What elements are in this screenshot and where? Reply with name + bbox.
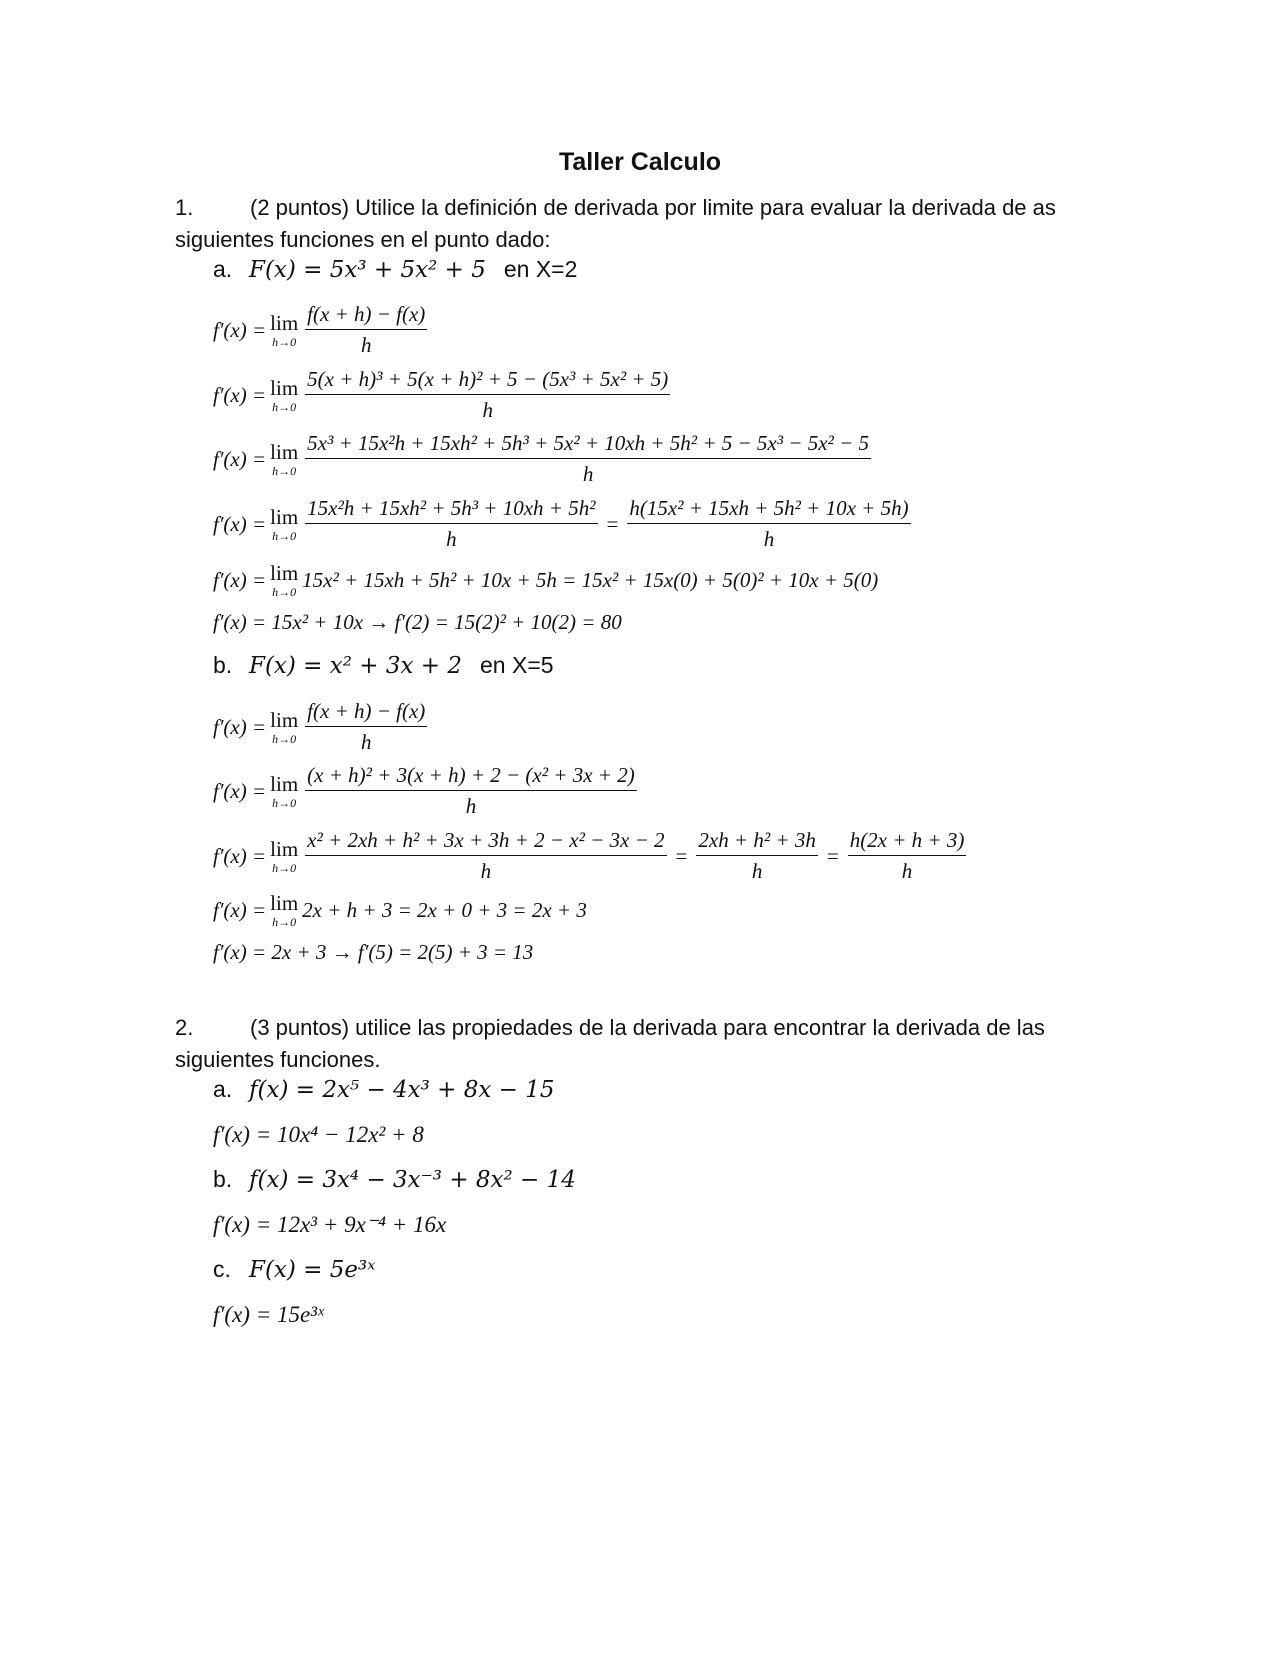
fraction: $\frac{f(x + h) - f(x)}{h}$ — [307, 699, 426, 755]
q1-item-a-label: a. — [213, 256, 233, 282]
derivative-lhs: f′(x) = — [213, 843, 267, 868]
equals-sign: = — [606, 511, 619, 536]
q1a-step-3 — [213, 432, 874, 486]
question-1 — [175, 192, 1115, 256]
q1-item-b-label: b. — [213, 652, 233, 678]
fraction: $\frac{f(x + h) - f(x)}{h}$ — [307, 302, 426, 358]
question-2 — [175, 1012, 1115, 1076]
q2-item-b-answer: f′(x) = 12x³ + 9x⁻⁴ + 16x — [213, 1212, 447, 1237]
question-2-text: (3 puntos) utilice las propiedades de la derivada para encontrar la derivada de las siguientes funciones. — [175, 1015, 1045, 1072]
limit-operator: lim h→0 — [270, 561, 299, 599]
q2-item-c-label: c. — [213, 1256, 231, 1282]
q2-item-a — [213, 1076, 555, 1103]
equals-sign: = — [826, 843, 839, 868]
derivative-lhs: f′(x) = — [213, 317, 267, 342]
limit-operator: lim h→0 — [270, 504, 299, 543]
expression: 2x + h + 3 = 2x + 0 + 3 = 2x + 3 — [302, 898, 587, 922]
q2-item-c — [213, 1256, 375, 1283]
q2-item-b-function: f(x) = 3x⁴ − 3x⁻³ + 8x² − 14 — [249, 1167, 576, 1193]
fraction: $\frac{\text{5(x + h)³ + 5(x + h)² + 5 − (5x³ + 5x² + 5)}}{h}$ — [307, 367, 669, 423]
expression: 15x² + 15xh + 5h² + 10x + 5h = 15x² + 15x(0) + 5(0)² + 10x + 5(0) — [302, 568, 879, 592]
q2-item-c-answer: f′(x) = 15e³ˣ — [213, 1302, 324, 1327]
fraction: $\frac{\text{2xh + h² + 3h}}{h}$ — [698, 828, 816, 884]
limit-operator: lim h→0 — [270, 891, 299, 929]
question-2-number: 2. — [175, 1015, 194, 1040]
q1-item-b-function: F(x) = x² + 3x + 2 — [249, 653, 462, 679]
expression: f′(x) = 2x + 3 → f′(5) = 2(5) + 3 = 13 — [213, 940, 534, 964]
q1a-step-6 — [213, 610, 622, 635]
q2-item-b — [213, 1166, 576, 1193]
q1-item-a-point: en X=2 — [503, 256, 578, 282]
q1-item-a — [213, 256, 577, 283]
expression: f′(x) = 15x² + 10x → f′(2) = 15(2)² + 10(2) = 80 — [213, 610, 622, 634]
q1b-step-3 — [213, 829, 969, 883]
limit-operator: lim h→0 — [270, 836, 299, 875]
limit-operator: lim h→0 — [270, 310, 299, 349]
limit-operator: lim h→0 — [270, 375, 299, 414]
q1b-step-1 — [213, 700, 430, 754]
q1a-step-1 — [213, 303, 430, 357]
q1a-step-2 — [213, 368, 673, 422]
q2-item-a-label: a. — [213, 1076, 233, 1102]
q1b-step-4 — [213, 893, 587, 928]
q2-item-c-function: F(x) = 5e³ˣ — [249, 1257, 376, 1283]
derivative-lhs: f′(x) = — [213, 446, 267, 471]
derivative-lhs: f′(x) = — [213, 382, 267, 407]
q1b-step-2 — [213, 764, 640, 818]
question-1-number: 1. — [175, 195, 194, 220]
derivative-lhs: f′(x) = — [213, 898, 267, 922]
q2-item-a-answer: f′(x) = 10x⁴ − 12x² + 8 — [213, 1122, 424, 1147]
derivative-lhs: f′(x) = — [213, 568, 267, 592]
question-1-text: (2 puntos) Utilice la definición de derivada por limite para evaluar la derivada de as siguientes funciones en el punto dado: — [175, 195, 1056, 252]
q1a-step-5 — [213, 563, 878, 598]
derivative-lhs: f′(x) = — [213, 511, 267, 536]
q2-item-b-label: b. — [213, 1166, 233, 1192]
fraction: $\frac{\text{h(15x² + 15xh + 5h² + 10x + 5h)}}{h}$ — [629, 496, 909, 552]
equals-sign: = — [675, 843, 688, 868]
derivative-lhs: f′(x) = — [213, 778, 267, 803]
derivative-lhs: f′(x) = — [213, 714, 267, 739]
page-title: Taller Calculo — [558, 148, 722, 176]
q1b-step-5 — [213, 940, 533, 965]
limit-operator: lim h→0 — [270, 771, 299, 810]
q1-item-a-function: F(x) = 5x³ + 5x² + 5 — [249, 257, 486, 283]
limit-operator: lim h→0 — [270, 707, 299, 746]
q2-item-a-function: f(x) = 2x⁵ − 4x³ + 8x − 15 — [249, 1077, 555, 1103]
fraction: $\frac{\text{x² + 2xh + h² + 3x + 3h + 2 − x² − 3x − 2}}{h}$ — [307, 828, 665, 884]
fraction: $\frac{\text{(x + h)² + 3(x + h) + 2 − (x² + 3x + 2)}}{h}$ — [307, 763, 635, 819]
fraction: 5x³ + 15x²h + 15xh² + 5h³ + 5x² + 10xh + 5h² + 5 − 5x³ − 5x² − 5 h — [307, 431, 869, 487]
q1a-step-4 — [213, 497, 914, 551]
fraction: $\frac{\text{15x²h + 15xh² + 5h³ + 10xh + 5h²}}{h}$ — [307, 496, 596, 552]
fraction: $\frac{h(2x + h + 3)}{h}$ — [849, 828, 965, 884]
q1-item-b — [213, 652, 554, 679]
q1-item-b-point: en X=5 — [480, 652, 554, 678]
limit-operator: lim h→0 — [270, 439, 299, 478]
